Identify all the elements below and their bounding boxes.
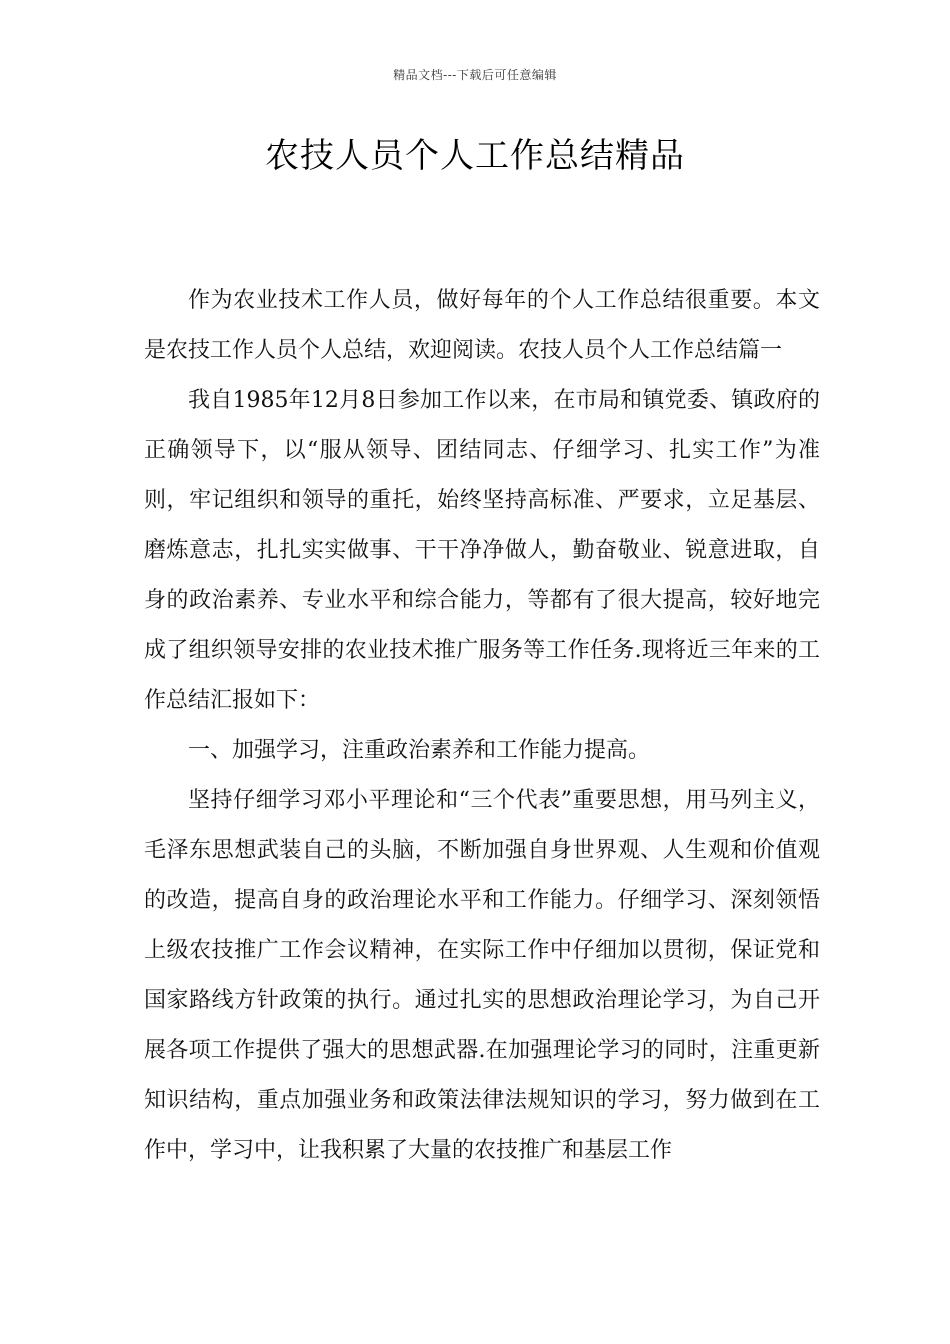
paragraph-section-1: 坚持仔细学习邓小平理论和“三个代表”重要思想，用马列主义，毛泽东思想武装自己的头脑，不断加强自身世界观、人生观和价值观的改造，提高自身的政治理论水平和工作能力。仔细学习、深刻领悟上级农技推广工作会议精神，在实际工作中仔细加以贯彻，保证党和国家路线方针政策的执行。通过扎实的思想政治理论学习，为自己开展各项工作提供了强大的思想武器.在加强理论学习的同时，注重更新知识结构，重点加强业务和政策法律法规知识的学习，努力做到在工作中，学习中，让我积累了大量的农技推广和基层工作 (144, 788, 820, 1163)
paragraph-intro: 作为农业技术工作人员，做好每年的个人工作总结很重要。本文是农技工作人员个人总结，欢迎阅读。农技人员个人工作总结篇一 (144, 288, 820, 363)
paragraph-background: 我自1985年12月8日参加工作以来，在市局和镇党委、镇政府的正确领导下，以“服从领导、团结同志、仔细学习、扎实工作”为准则，牢记组织和领导的重托，始终坚持高标准、严要求，立足基层、磨炼意志，扎扎实实做事、干干净净做人，勤奋敬业、锐意进取，自身的政治素养、专业水平和综合能力，等都有了很大提高，较好地完成了组织领导安排的农业技术推广服务等工作任务.现将近三年来的工作总结汇报如下： (144, 388, 820, 713)
section-heading-1: 一、加强学习，注重政治素养和工作能力提高。 (188, 738, 651, 763)
document-title: 农技人员个人工作总结精品 (265, 136, 685, 176)
document-body (144, 276, 820, 1176)
header-note: 精品文档---下载后可任意编辑 (393, 68, 557, 82)
